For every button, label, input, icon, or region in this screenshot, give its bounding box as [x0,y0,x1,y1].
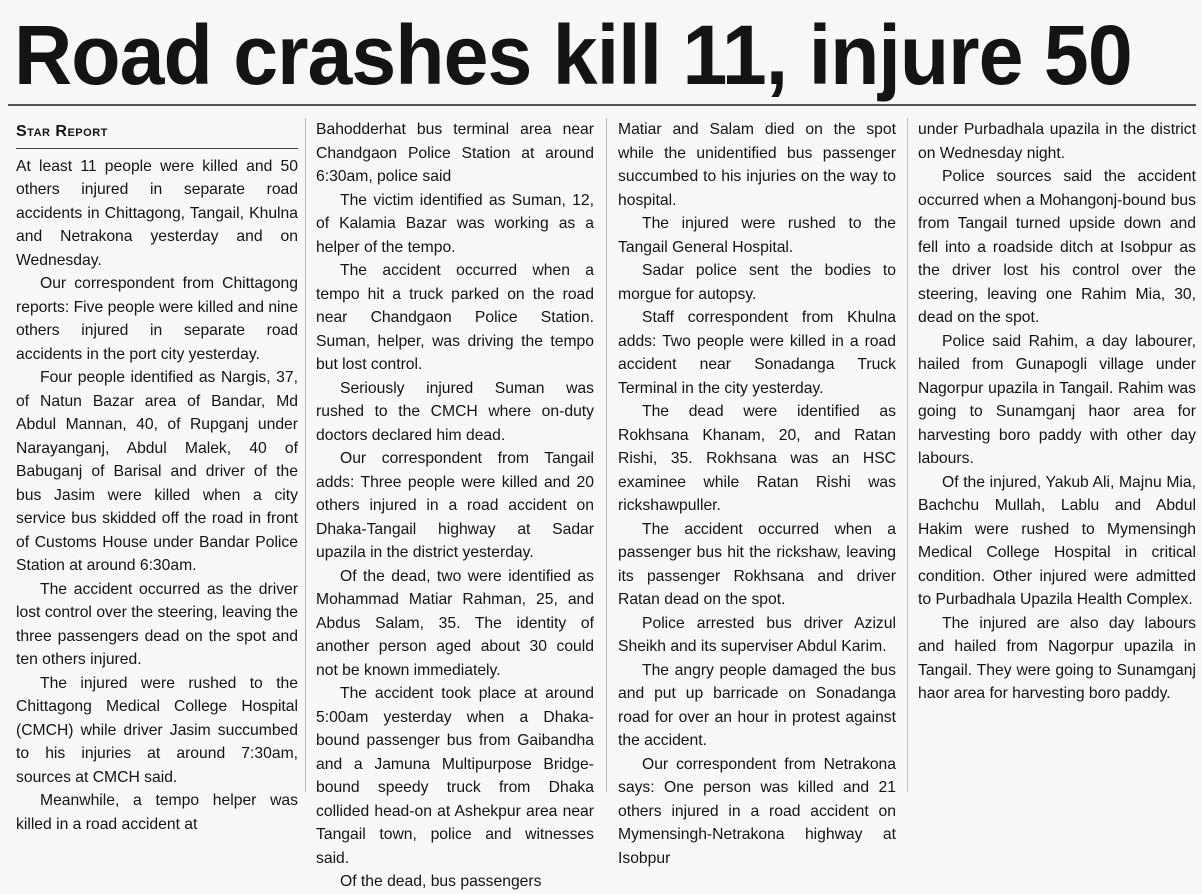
column-2 [316,118,594,890]
paragraph: The angry people damaged the bus and put up barricade on Sonadanga road for over an hour in protest against the accident. [618,661,896,749]
paragraph: Police said Rahim, a day labourer, hailed from Gunapogli village under Nagorpur upazila in Tangail. Rahim was going to Sunamganj haor area for harvesting boro paddy with other day labours. [918,332,1196,467]
paragraph: The dead were identified as Rokhsana Khanam, 20, and Ratan Rishi, 35. Rokhsana was an HSC examinee while Ratan Rishi was rickshawpuller. [618,403,896,514]
paragraph: The victim identified as Suman, 12, of Kalamia Bazar was working as a helper of the tempo. [316,191,594,256]
column-divider [606,118,607,792]
column-divider [305,118,306,792]
paragraph: Our correspondent from Chittagong reports: Five people were killed and nine others injured in separate road accidents in the port city yesterday. [16,275,298,363]
column-4 [918,118,1196,798]
paragraph: At least 11 people were killed and 50 others injured in separate road accidents in Chittagong, Tangail, Khulna and Netrakona yesterday and on Wednesday. [16,157,298,269]
paragraph: Of the injured, Yakub Ali, Majnu Mia, Bachchu Mullah, Lablu and Abdul Hakim were rushed to Mymensingh Medical College Hospital in critical condition. Other injured were admitted to Purbadhala Upazila Health Complex. [918,473,1196,608]
byline: Star Report [16,118,298,149]
paragraph: Our correspondent from Tangail adds: Three people were killed and 20 others injured in a road accident on Dhaka-Tangail highway at Sadar upazila in the district yesterday. [316,450,594,561]
column-1 [16,118,298,833]
paragraph: Police arrested bus driver Azizul Sheikh and its superviser Abdul Karim. [618,614,896,655]
headline-rule [8,104,1196,106]
paragraph: Of the dead, two were identified as Mohammad Matiar Rahman, 25, and Abdus Salam, 35. The identity of another person aged about 30 could not be known immediately. [316,567,594,679]
paragraph: Meanwhile, a tempo helper was killed in a road accident at [16,792,298,833]
paragraph: Seriously injured Suman was rushed to the CMCH where on-duty doctors declared him dead. [316,379,594,444]
paragraph: The accident occurred when a tempo hit a truck parked on the road near Chandgaon Police Station. Suman, helper, was driving the tempo but lost control. [316,262,594,373]
paragraph: Police sources said the accident occurred when a Mohangonj-bound bus from Tangail turned upside down and fell into a roadside ditch at Isobpur as the driver lost his control over the steering, leaving one Rahim Mia, 30, dead on the spot. [918,168,1196,326]
paragraph: Four people identified as Nargis, 37, of Natun Bazar area of Bandar, Md Abdul Mannan, 40, of Rupganj under Narayanganj, Abdul Malek, 40 of Babuganj of Barisal and driver of the bus Jasim were killed when a city service bus skidded off the road in front of Customs House under Bandar Police Station at around 6:30am. [16,369,298,574]
column-divider [907,118,908,792]
paragraph: The injured are also day labours and hailed from Nagorpur upazila in Tangail. They were going to Sunamganj haor area for harvesting boro paddy. [918,614,1196,702]
paragraph: Our correspondent from Netrakona says: One person was killed and 21 others injured in a road accident on Mymensingh-Netrakona highway at Isobpur [618,755,896,867]
paragraph: The injured were rushed to the Chittagong Medical College Hospital (CMCH) while driver Jasim succumbed to his injuries at around 7:30am, sources at CMCH said. [16,674,298,786]
paragraph: The accident took place at around 5:00am yesterday when a Dhaka-bound passenger bus from Gaibandha and a Jamuna Multipurpose Bridge-bound speedy truck from Dhaka collided head-on at Ashekpur area near Tangail town, police and witnesses said. [316,685,594,867]
paragraph: Staff correspondent from Khulna adds: Two people were killed in a road accident near Sonadanga Truck Terminal in the city yesterday. [618,309,896,397]
paragraph: Bahodderhat bus terminal area near Chandgaon Police Station at around 6:30am, police said [316,121,594,185]
column-3 [618,118,896,867]
paragraph: Sadar police sent the bodies to morgue for autopsy. [618,262,896,303]
paragraph: The accident occurred when a passenger bus hit the rickshaw, leaving its passenger Rokhsana and driver Ratan dead on the spot. [618,520,896,608]
headline: Road crashes kill 11, injure 50 [14,8,1132,102]
paragraph: Of the dead, bus passengers [340,873,542,890]
paragraph: under Purbadhala upazila in the district on Wednesday night. [918,121,1196,162]
paragraph: The injured were rushed to the Tangail General Hospital. [618,215,896,256]
paragraph: Matiar and Salam died on the spot while the unidentified bus passenger succumbed to his injuries on the way to hospital. [618,121,896,209]
paragraph: The accident occurred as the driver lost control over the steering, leaving the three passengers dead on the spot and ten others injured. [16,580,298,668]
